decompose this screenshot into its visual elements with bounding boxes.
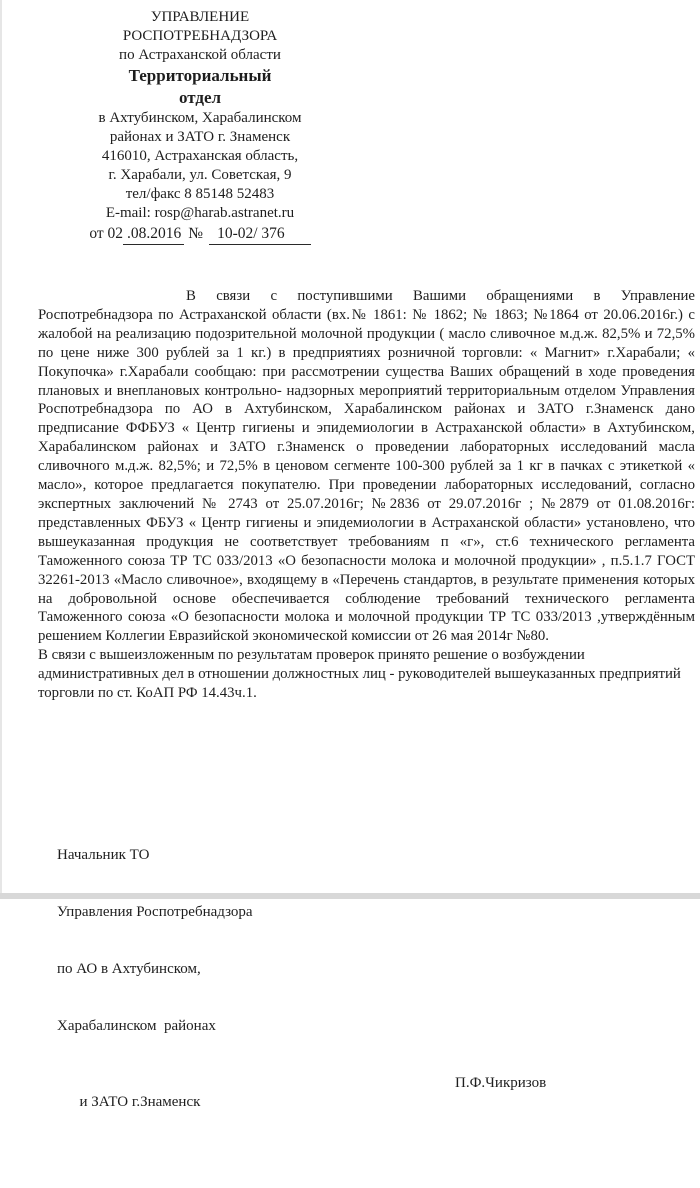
signatory-name: П.Ф.Чикризов: [455, 1075, 547, 1091]
signature-last-row: [57, 1074, 677, 1150]
phone-fax-line: тел/факс 8 85148 52483: [125, 186, 275, 202]
address-line-districts: в Ахтубинском, Харабалинском: [98, 110, 302, 126]
signature-title-line-1: Начальник ТО: [57, 847, 150, 863]
signature-title-line-5: и ЗАТО г.Знаменск: [79, 1094, 201, 1110]
letter-body: [38, 287, 695, 703]
org-name-line-1: УПРАВЛЕНИЕ: [150, 9, 250, 25]
signature-title-line-4: Харабалинском районах: [57, 1018, 216, 1034]
dept-name-line-2: отдел: [178, 88, 222, 107]
address-line-postal: 416010, Астраханская область,: [101, 148, 299, 164]
email-line: E-mail: rosp@harab.astranet.ru: [105, 205, 295, 221]
signature-title-line-3: по АО в Ахтубинском,: [57, 961, 201, 977]
scan-bottom-edge-artifact: [0, 893, 700, 899]
address-line-street: г. Харабали, ул. Советская, 9: [108, 167, 292, 183]
ref-number-value: 10-02/ 376: [209, 224, 311, 245]
dept-name-line-1: Территориальный: [128, 66, 272, 85]
body-paragraph-main: В связи с поступившими Вашими обращениями в Управление Роспотребнадзора по Астраханской области (вх.№ 1861: № 1862; № 1863; №1864 от 20.06.2016г.) с жалобой на реализацию подозрительной молочной продукции ( масло сливочное м.д.ж. 82,5% и 72,5% по цене ниже 300 рублей за 1 кг.) в предприятиях розничной торговли: « Магнит» г.Харабали; « Покупочка» г.Харабали сообщаю: при рассмотрении существа Ваших обращений в ходе проведения плановых и внеплановых контрольно- надзорных мероприятий территориальным отделом Управления Роспотребнадзора по АО в Ахтубинском, Харабалинском районах и ЗАТО г.Знаменск дано предписание ФФБУЗ « Центр гигиены и эпидемиологии в Астраханской области» в Ахтубинском, Харабалинском районах и ЗАТО г.Знаменск о проведении лабораторных исследований масла сливочного м.д.ж. 82,5%; и 72,5% в ценовом сегменте 100-300 рублей за 1 кг в пачках с этикеткой « масло», которое предлагается покупателю. При проведении лабораторных исследований, согласно экспертных заключений № 2743 от 25.07.2016г; №2836 от 29.07.2016г ; №2879 от 01.08.2016г: представленных ФБУЗ « Центр гигиены и эпидемиологии в Астраханской области» установлено, что вышеуказанная продукция не соответствует требованиям п «г», ст.6 технического регламента Таможенного союза ТР ТС 033/2013 «О безопасности молока и молочной продукции» , п.5.1.7 ГОСТ 32261-2013 «Масло сливочное», входящему в «Перечень стандартов, в результате применения которых на добровольной основе обеспечивается соблюдение требований технического регламента Таможенного союза «О безопасности молока и молочной продукции ТР ТС 033/2013 ,утверждённым решением Коллегии Евразийской экономической комиссии от 26 мая 2014г №80.: [38, 288, 695, 645]
ref-date-prefix: от 02: [89, 225, 124, 242]
signature-title-line-2: Управления Роспотребнадзора: [57, 904, 253, 920]
letterhead: [20, 8, 380, 245]
org-name-line-2: РОСПОТРЕБНАДЗОРА: [122, 28, 278, 44]
signature-block: [57, 808, 677, 1188]
ref-date-value: .08.2016: [123, 224, 184, 245]
ref-number-sign: №: [188, 225, 204, 242]
ref-number-line: [20, 224, 380, 245]
org-region-line: по Астраханской области: [119, 47, 281, 63]
scan-left-edge-artifact: [0, 0, 2, 899]
body-paragraph-conclusion: В связи с вышеизложенным по результатам проверок принято решение о возбуждении административных дел в отношении должностных лиц - руководителей вышеуказанных предприятий торговли по ст. КоАП РФ 14.43ч.1.: [38, 647, 681, 702]
address-line-zato: районах и ЗАТО г. Знаменск: [109, 129, 291, 145]
